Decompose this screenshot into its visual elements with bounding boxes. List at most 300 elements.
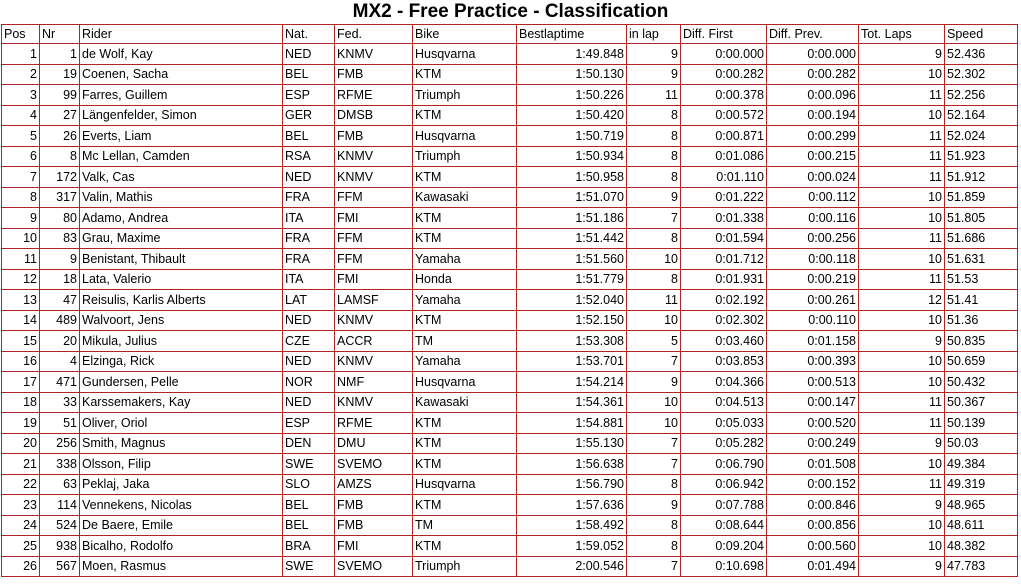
cell-pos: 3 (2, 85, 40, 106)
cell-pos: 25 (2, 536, 40, 557)
cell-pos: 5 (2, 126, 40, 147)
cell-speed: 51.805 (945, 208, 1018, 229)
cell-pos: 4 (2, 105, 40, 126)
cell-nat: LAT (283, 290, 335, 311)
cell-diff-prev: 0:00.000 (767, 44, 859, 65)
cell-tot-laps: 11 (859, 228, 945, 249)
cell-in-lap: 8 (627, 515, 681, 536)
cell-fed: FMB (335, 126, 413, 147)
cell-in-lap: 8 (627, 105, 681, 126)
cell-in-lap: 8 (627, 536, 681, 557)
cell-speed: 52.164 (945, 105, 1018, 126)
cell-bestlaptime: 1:49.848 (517, 44, 627, 65)
cell-nat: NED (283, 167, 335, 188)
cell-speed: 50.367 (945, 392, 1018, 413)
cell-nat: NOR (283, 372, 335, 393)
cell-diff-first: 0:00.282 (681, 64, 767, 85)
cell-pos: 14 (2, 310, 40, 331)
cell-rider: Oliver, Oriol (80, 413, 283, 434)
cell-pos: 9 (2, 208, 40, 229)
cell-rider: Bicalho, Rodolfo (80, 536, 283, 557)
cell-bestlaptime: 1:56.790 (517, 474, 627, 495)
cell-speed: 51.36 (945, 310, 1018, 331)
cell-rider: Mc Lellan, Camden (80, 146, 283, 167)
cell-fed: ACCR (335, 331, 413, 352)
cell-diff-prev: 0:00.152 (767, 474, 859, 495)
cell-bike: Husqvarna (413, 44, 517, 65)
cell-in-lap: 8 (627, 146, 681, 167)
cell-diff-prev: 0:00.112 (767, 187, 859, 208)
cell-speed: 50.659 (945, 351, 1018, 372)
cell-fed: FMI (335, 269, 413, 290)
cell-in-lap: 8 (627, 474, 681, 495)
cell-nr: 471 (40, 372, 80, 393)
cell-bike: KTM (413, 413, 517, 434)
cell-fed: DMU (335, 433, 413, 454)
table-row (2, 495, 1018, 516)
table-row (2, 454, 1018, 475)
cell-rider: Längenfelder, Simon (80, 105, 283, 126)
cell-bike: Triumph (413, 146, 517, 167)
cell-fed: FMI (335, 208, 413, 229)
cell-diff-first: 0:05.282 (681, 433, 767, 454)
cell-rider: Olsson, Filip (80, 454, 283, 475)
cell-in-lap: 11 (627, 290, 681, 311)
cell-nr: 33 (40, 392, 80, 413)
cell-bike: KTM (413, 454, 517, 475)
cell-bike: KTM (413, 105, 517, 126)
cell-nr: 51 (40, 413, 80, 434)
cell-diff-first: 0:08.644 (681, 515, 767, 536)
cell-diff-first: 0:01.338 (681, 208, 767, 229)
cell-nat: FRA (283, 228, 335, 249)
cell-bestlaptime: 1:50.130 (517, 64, 627, 85)
cell-fed: NMF (335, 372, 413, 393)
cell-bestlaptime: 1:59.052 (517, 536, 627, 557)
cell-diff-first: 0:02.302 (681, 310, 767, 331)
cell-nr: 27 (40, 105, 80, 126)
cell-bestlaptime: 1:53.308 (517, 331, 627, 352)
cell-bike: KTM (413, 64, 517, 85)
cell-diff-prev: 0:00.282 (767, 64, 859, 85)
cell-in-lap: 8 (627, 228, 681, 249)
cell-diff-prev: 0:00.249 (767, 433, 859, 454)
cell-bestlaptime: 1:56.638 (517, 454, 627, 475)
cell-diff-prev: 0:00.215 (767, 146, 859, 167)
cell-nr: 256 (40, 433, 80, 454)
cell-diff-first: 0:03.853 (681, 351, 767, 372)
header-speed: Speed (945, 25, 1018, 44)
cell-diff-prev: 0:00.261 (767, 290, 859, 311)
cell-bestlaptime: 1:55.130 (517, 433, 627, 454)
cell-tot-laps: 9 (859, 44, 945, 65)
table-body (2, 44, 1018, 577)
cell-pos: 17 (2, 372, 40, 393)
cell-bestlaptime: 1:58.492 (517, 515, 627, 536)
cell-nr: 99 (40, 85, 80, 106)
cell-diff-first: 0:01.712 (681, 249, 767, 270)
cell-nat: RSA (283, 146, 335, 167)
cell-fed: AMZS (335, 474, 413, 495)
cell-nat: GER (283, 105, 335, 126)
cell-speed: 51.631 (945, 249, 1018, 270)
cell-rider: Walvoort, Jens (80, 310, 283, 331)
cell-speed: 49.319 (945, 474, 1018, 495)
cell-tot-laps: 10 (859, 454, 945, 475)
cell-fed: DMSB (335, 105, 413, 126)
cell-bike: Yamaha (413, 249, 517, 270)
cell-fed: KNMV (335, 44, 413, 65)
cell-tot-laps: 11 (859, 85, 945, 106)
cell-nr: 114 (40, 495, 80, 516)
cell-diff-prev: 0:00.856 (767, 515, 859, 536)
cell-in-lap: 9 (627, 372, 681, 393)
cell-bestlaptime: 2:00.546 (517, 556, 627, 577)
table-row (2, 515, 1018, 536)
table-row (2, 392, 1018, 413)
cell-nr: 567 (40, 556, 80, 577)
header-bestlaptime: Bestlaptime (517, 25, 627, 44)
cell-tot-laps: 11 (859, 413, 945, 434)
cell-tot-laps: 12 (859, 290, 945, 311)
cell-tot-laps: 10 (859, 351, 945, 372)
cell-tot-laps: 11 (859, 392, 945, 413)
cell-diff-prev: 0:00.096 (767, 85, 859, 106)
cell-nat: SWE (283, 556, 335, 577)
table-row (2, 105, 1018, 126)
cell-bestlaptime: 1:50.934 (517, 146, 627, 167)
cell-nat: NED (283, 310, 335, 331)
cell-in-lap: 7 (627, 433, 681, 454)
cell-in-lap: 10 (627, 392, 681, 413)
cell-speed: 47.783 (945, 556, 1018, 577)
cell-nat: FRA (283, 249, 335, 270)
cell-diff-first: 0:02.192 (681, 290, 767, 311)
cell-pos: 12 (2, 269, 40, 290)
cell-tot-laps: 10 (859, 310, 945, 331)
cell-fed: KNMV (335, 167, 413, 188)
cell-bike: KTM (413, 495, 517, 516)
table-row (2, 331, 1018, 352)
cell-pos: 21 (2, 454, 40, 475)
cell-rider: Farres, Guillem (80, 85, 283, 106)
cell-speed: 51.41 (945, 290, 1018, 311)
classification-table (1, 24, 1018, 577)
table-row (2, 290, 1018, 311)
cell-bestlaptime: 1:51.560 (517, 249, 627, 270)
cell-bike: Triumph (413, 556, 517, 577)
cell-bike: Yamaha (413, 351, 517, 372)
cell-rider: Vennekens, Nicolas (80, 495, 283, 516)
cell-bestlaptime: 1:51.442 (517, 228, 627, 249)
cell-nr: 20 (40, 331, 80, 352)
cell-fed: SVEMO (335, 556, 413, 577)
header-in-lap: in lap (627, 25, 681, 44)
cell-bike: TM (413, 515, 517, 536)
cell-diff-first: 0:00.871 (681, 126, 767, 147)
cell-diff-first: 0:07.788 (681, 495, 767, 516)
cell-diff-first: 0:06.942 (681, 474, 767, 495)
cell-speed: 52.436 (945, 44, 1018, 65)
cell-diff-first: 0:04.366 (681, 372, 767, 393)
cell-diff-first: 0:09.204 (681, 536, 767, 557)
cell-diff-first: 0:01.086 (681, 146, 767, 167)
cell-fed: KNMV (335, 310, 413, 331)
cell-tot-laps: 10 (859, 515, 945, 536)
table-row (2, 44, 1018, 65)
cell-in-lap: 9 (627, 44, 681, 65)
cell-tot-laps: 10 (859, 536, 945, 557)
cell-nr: 63 (40, 474, 80, 495)
cell-fed: SVEMO (335, 454, 413, 475)
cell-diff-first: 0:05.033 (681, 413, 767, 434)
cell-bestlaptime: 1:54.881 (517, 413, 627, 434)
cell-nr: 489 (40, 310, 80, 331)
cell-bestlaptime: 1:53.701 (517, 351, 627, 372)
cell-rider: Grau, Maxime (80, 228, 283, 249)
cell-bestlaptime: 1:50.719 (517, 126, 627, 147)
page-title: MX2 - Free Practice - Classification (352, 1, 669, 22)
cell-nat: ESP (283, 85, 335, 106)
cell-pos: 26 (2, 556, 40, 577)
cell-diff-first: 0:00.572 (681, 105, 767, 126)
cell-in-lap: 8 (627, 167, 681, 188)
cell-nr: 83 (40, 228, 80, 249)
cell-diff-first: 0:01.110 (681, 167, 767, 188)
cell-fed: RFME (335, 85, 413, 106)
cell-rider: Elzinga, Rick (80, 351, 283, 372)
cell-rider: Mikula, Julius (80, 331, 283, 352)
cell-fed: FFM (335, 249, 413, 270)
cell-rider: Adamo, Andrea (80, 208, 283, 229)
cell-diff-prev: 0:00.194 (767, 105, 859, 126)
cell-diff-first: 0:00.378 (681, 85, 767, 106)
cell-diff-first: 0:06.790 (681, 454, 767, 475)
cell-nat: NED (283, 44, 335, 65)
table-row (2, 372, 1018, 393)
table-row (2, 351, 1018, 372)
cell-fed: KNMV (335, 392, 413, 413)
cell-diff-first: 0:03.460 (681, 331, 767, 352)
cell-nat: SWE (283, 454, 335, 475)
cell-nat: ITA (283, 208, 335, 229)
cell-bestlaptime: 1:50.420 (517, 105, 627, 126)
table-row (2, 146, 1018, 167)
cell-tot-laps: 11 (859, 126, 945, 147)
cell-nat: CZE (283, 331, 335, 352)
cell-rider: Karssemakers, Kay (80, 392, 283, 413)
cell-speed: 50.835 (945, 331, 1018, 352)
cell-pos: 18 (2, 392, 40, 413)
cell-rider: de Wolf, Kay (80, 44, 283, 65)
header-pos: Pos (2, 25, 40, 44)
cell-bike: TM (413, 331, 517, 352)
cell-nr: 1 (40, 44, 80, 65)
cell-rider: Smith, Magnus (80, 433, 283, 454)
cell-in-lap: 9 (627, 187, 681, 208)
header-tot-laps: Tot. Laps (859, 25, 945, 44)
cell-speed: 50.139 (945, 413, 1018, 434)
cell-bike: Triumph (413, 85, 517, 106)
header-diff-first: Diff. First (681, 25, 767, 44)
cell-bestlaptime: 1:57.636 (517, 495, 627, 516)
cell-pos: 8 (2, 187, 40, 208)
cell-tot-laps: 10 (859, 372, 945, 393)
cell-tot-laps: 10 (859, 208, 945, 229)
cell-fed: FFM (335, 228, 413, 249)
table-row (2, 249, 1018, 270)
cell-in-lap: 10 (627, 413, 681, 434)
header-nr: Nr (40, 25, 80, 44)
cell-nr: 9 (40, 249, 80, 270)
cell-rider: Gundersen, Pelle (80, 372, 283, 393)
header-rider: Rider (80, 25, 283, 44)
cell-nr: 172 (40, 167, 80, 188)
cell-nat: SLO (283, 474, 335, 495)
cell-bike: Yamaha (413, 290, 517, 311)
cell-speed: 52.024 (945, 126, 1018, 147)
cell-diff-first: 0:01.931 (681, 269, 767, 290)
cell-pos: 19 (2, 413, 40, 434)
cell-fed: FMB (335, 495, 413, 516)
cell-fed: FMB (335, 515, 413, 536)
cell-pos: 13 (2, 290, 40, 311)
cell-tot-laps: 10 (859, 105, 945, 126)
cell-bike: Kawasaki (413, 187, 517, 208)
header-bike: Bike (413, 25, 517, 44)
cell-nat: NED (283, 392, 335, 413)
cell-nat: ITA (283, 269, 335, 290)
table-row (2, 556, 1018, 577)
table-row (2, 228, 1018, 249)
cell-tot-laps: 11 (859, 167, 945, 188)
header-diff-prev: Diff. Prev. (767, 25, 859, 44)
cell-tot-laps: 10 (859, 249, 945, 270)
cell-in-lap: 10 (627, 310, 681, 331)
cell-diff-prev: 0:00.118 (767, 249, 859, 270)
cell-diff-prev: 0:01.494 (767, 556, 859, 577)
cell-speed: 48.382 (945, 536, 1018, 557)
cell-nr: 19 (40, 64, 80, 85)
cell-bike: KTM (413, 310, 517, 331)
cell-nat: BEL (283, 495, 335, 516)
cell-tot-laps: 11 (859, 269, 945, 290)
cell-nr: 338 (40, 454, 80, 475)
table-row (2, 187, 1018, 208)
cell-diff-prev: 0:00.147 (767, 392, 859, 413)
cell-diff-prev: 0:00.846 (767, 495, 859, 516)
cell-diff-prev: 0:00.520 (767, 413, 859, 434)
cell-pos: 15 (2, 331, 40, 352)
cell-bike: Husqvarna (413, 474, 517, 495)
cell-speed: 52.256 (945, 85, 1018, 106)
cell-bestlaptime: 1:51.779 (517, 269, 627, 290)
cell-diff-prev: 0:00.513 (767, 372, 859, 393)
cell-rider: Reisulis, Karlis Alberts (80, 290, 283, 311)
cell-tot-laps: 11 (859, 474, 945, 495)
cell-bike: KTM (413, 228, 517, 249)
cell-fed: FMI (335, 536, 413, 557)
cell-speed: 51.859 (945, 187, 1018, 208)
cell-rider: Benistant, Thibault (80, 249, 283, 270)
table-row (2, 269, 1018, 290)
cell-in-lap: 7 (627, 556, 681, 577)
table-row (2, 310, 1018, 331)
cell-nat: FRA (283, 187, 335, 208)
cell-diff-first: 0:01.594 (681, 228, 767, 249)
cell-diff-prev: 0:01.158 (767, 331, 859, 352)
cell-in-lap: 7 (627, 351, 681, 372)
cell-bike: Husqvarna (413, 126, 517, 147)
cell-pos: 24 (2, 515, 40, 536)
cell-diff-prev: 0:00.393 (767, 351, 859, 372)
cell-bestlaptime: 1:51.070 (517, 187, 627, 208)
cell-nat: ESP (283, 413, 335, 434)
table-row (2, 474, 1018, 495)
cell-diff-first: 0:04.513 (681, 392, 767, 413)
cell-diff-first: 0:00.000 (681, 44, 767, 65)
cell-speed: 51.912 (945, 167, 1018, 188)
cell-tot-laps: 10 (859, 64, 945, 85)
cell-tot-laps: 9 (859, 495, 945, 516)
cell-in-lap: 7 (627, 454, 681, 475)
cell-fed: LAMSF (335, 290, 413, 311)
cell-diff-first: 0:10.698 (681, 556, 767, 577)
cell-diff-prev: 0:00.560 (767, 536, 859, 557)
cell-tot-laps: 9 (859, 556, 945, 577)
cell-nr: 317 (40, 187, 80, 208)
cell-speed: 50.03 (945, 433, 1018, 454)
cell-bestlaptime: 1:54.214 (517, 372, 627, 393)
table-row (2, 85, 1018, 106)
cell-speed: 51.53 (945, 269, 1018, 290)
cell-rider: Valk, Cas (80, 167, 283, 188)
cell-speed: 52.302 (945, 64, 1018, 85)
cell-rider: Valin, Mathis (80, 187, 283, 208)
cell-speed: 51.923 (945, 146, 1018, 167)
cell-rider: Peklaj, Jaka (80, 474, 283, 495)
cell-tot-laps: 11 (859, 146, 945, 167)
cell-in-lap: 8 (627, 126, 681, 147)
cell-fed: KNMV (335, 351, 413, 372)
table-row (2, 413, 1018, 434)
cell-nr: 18 (40, 269, 80, 290)
cell-bike: KTM (413, 536, 517, 557)
cell-nr: 524 (40, 515, 80, 536)
table-header-row (2, 25, 1018, 44)
cell-in-lap: 10 (627, 249, 681, 270)
cell-in-lap: 5 (627, 331, 681, 352)
cell-tot-laps: 9 (859, 331, 945, 352)
cell-bestlaptime: 1:50.958 (517, 167, 627, 188)
cell-bike: KTM (413, 433, 517, 454)
cell-fed: FFM (335, 187, 413, 208)
cell-in-lap: 11 (627, 85, 681, 106)
table-row (2, 167, 1018, 188)
cell-bike: Kawasaki (413, 392, 517, 413)
table-row (2, 536, 1018, 557)
cell-in-lap: 9 (627, 495, 681, 516)
cell-bestlaptime: 1:54.361 (517, 392, 627, 413)
cell-nr: 4 (40, 351, 80, 372)
cell-nr: 80 (40, 208, 80, 229)
cell-nat: BEL (283, 64, 335, 85)
cell-nat: BEL (283, 126, 335, 147)
cell-nr: 8 (40, 146, 80, 167)
cell-bestlaptime: 1:52.150 (517, 310, 627, 331)
cell-diff-prev: 0:00.299 (767, 126, 859, 147)
cell-diff-prev: 0:01.508 (767, 454, 859, 475)
